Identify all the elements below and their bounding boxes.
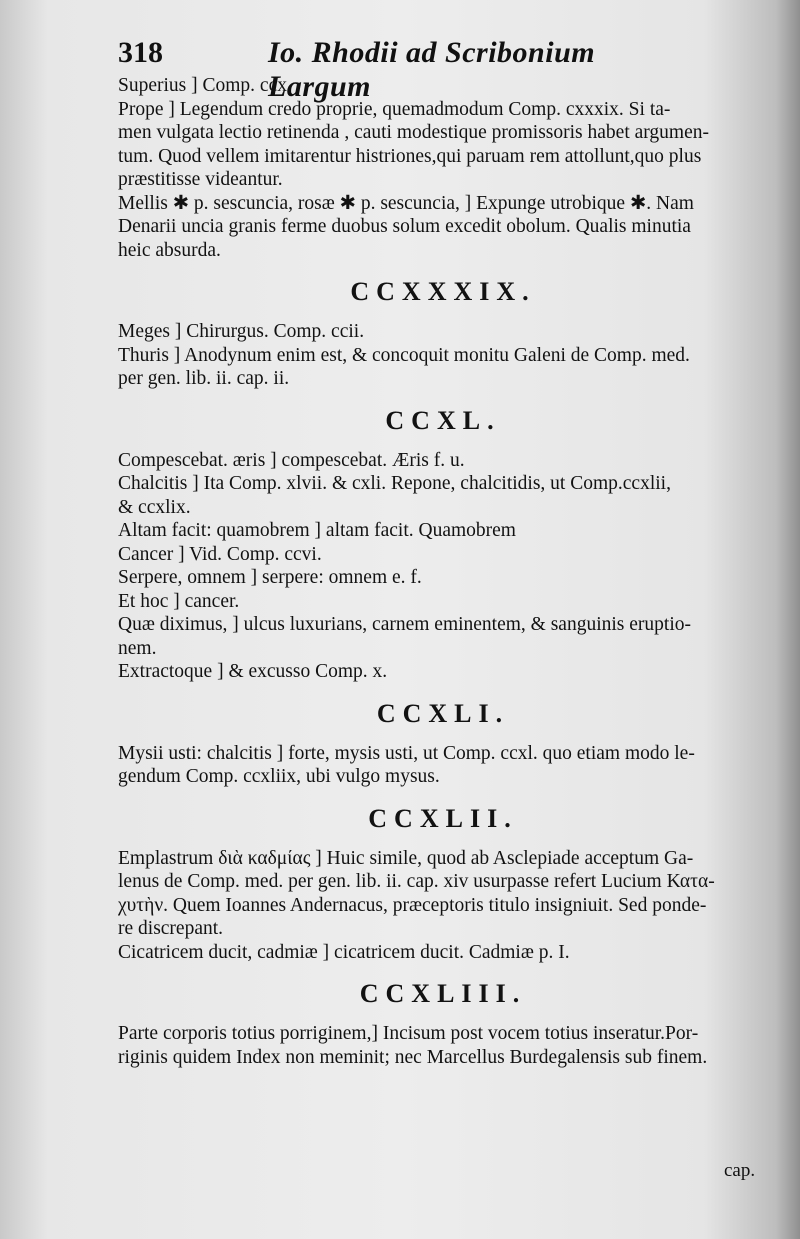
text-line: Emplastrum διὰ καδμίας ] Huic simile, quod ab Asclepiade acceptum Ga- (118, 847, 694, 869)
text-line: men vulgata lectio retinenda , cauti modestique promissoris habet argumen- (118, 122, 709, 143)
text-line: Quæ diximus, ] ulcus luxurians, carnem eminentem, & sanguinis eruptio- (118, 614, 691, 635)
section-heading: CCXLII. (368, 803, 518, 833)
text-line: nem. (118, 637, 157, 659)
text-line: Meges ] Chirurgus. Comp. ccii. (118, 321, 365, 342)
section-heading: CCXLI. (376, 698, 510, 728)
commentary-block-1 (118, 74, 768, 262)
text-line: Cicatricem ducit, cadmiæ ] cicatricem ducit. Cadmiæ p. I. (118, 941, 570, 963)
commentary-block-4 (118, 742, 768, 789)
text-line: per gen. lib. ii. cap. ii. (118, 368, 290, 389)
text-line: Serpere, omnem ] serpere: omnem e. f. (118, 567, 422, 588)
text-line: Mysii usti: chalcitis ] forte, mysis usti, ut Comp. ccxl. quo etiam modo le- (118, 742, 695, 764)
text-line: Mellis ✱ p. sescuncia, rosæ ✱ p. sescuncia, ] Expunge utrobique ✱. Nam (118, 192, 694, 214)
text-line: Parte corporis totius porriginem,] Incisum post vocem totius inseratur.Por- (118, 1023, 699, 1044)
page-number: 318 (118, 36, 163, 69)
text-line: Cancer ] Vid. Comp. ccvi. (118, 543, 322, 565)
commentary-block-5 (118, 847, 768, 965)
text-line: tum. Quod vellem imitarentur histriones,qui paruam rem attollunt,quo plus (118, 145, 702, 167)
text-line: Prope ] Legendum credo proprie, quemadmodum Comp. cxxxix. Si ta- (118, 98, 671, 120)
text-line: gendum Comp. ccxliix, ubi vulgo mysus. (118, 766, 440, 787)
text-line: Superius ] Comp. ccx. (118, 75, 292, 96)
section-heading: CCXL. (385, 405, 501, 435)
running-head: Io. Rhodii ad Scribonium Largum (268, 36, 596, 103)
text-line: Denarii uncia granis ferme duobus solum excedit obolum. Qualis minutia (118, 216, 691, 237)
text-line: Et hoc ] cancer. (118, 590, 240, 612)
text-line: Chalcitis ] Ita Comp. xlvii. & cxli. Repone, chalcitidis, ut Comp.ccxlii, (118, 473, 671, 494)
commentary-block-3 (118, 449, 768, 684)
text-line: Thuris ] Anodynum enim est, & concoquit monitu Galeni de Comp. med. (118, 344, 690, 366)
section-heading: CCXXXIX. (350, 277, 536, 306)
section-heading: CCXLIII. (359, 979, 527, 1008)
text-line: Compescebat. æris ] compescebat. Æris f. u. (118, 449, 465, 471)
commentary-block-2 (118, 320, 768, 391)
text-line: Altam facit: quamobrem ] altam facit. Quamobrem (118, 520, 516, 541)
text-line: & ccxlix. (118, 496, 191, 518)
text-line: heic absurda. (118, 239, 221, 261)
text-line: lenus de Comp. med. per gen. lib. ii. cap. xiv usurpasse refert Lucium Κατα- (118, 871, 715, 892)
text-line: præstitisse videantur. (118, 169, 283, 190)
text-line: re discrepant. (118, 918, 224, 939)
text-line: χυτὴν. Quem Ioannes Andernacus, præceptoris titulo insigniuit. Sed ponde- (118, 894, 707, 916)
text-line: Extractoque ] & excusso Comp. x. (118, 661, 388, 682)
catchword: cap. (724, 1160, 756, 1181)
main-text (118, 74, 768, 1069)
text-line: riginis quidem Index non meminit; nec Marcellus Burdegalensis sub finem. (118, 1046, 708, 1068)
commentary-block-6 (118, 1022, 768, 1069)
